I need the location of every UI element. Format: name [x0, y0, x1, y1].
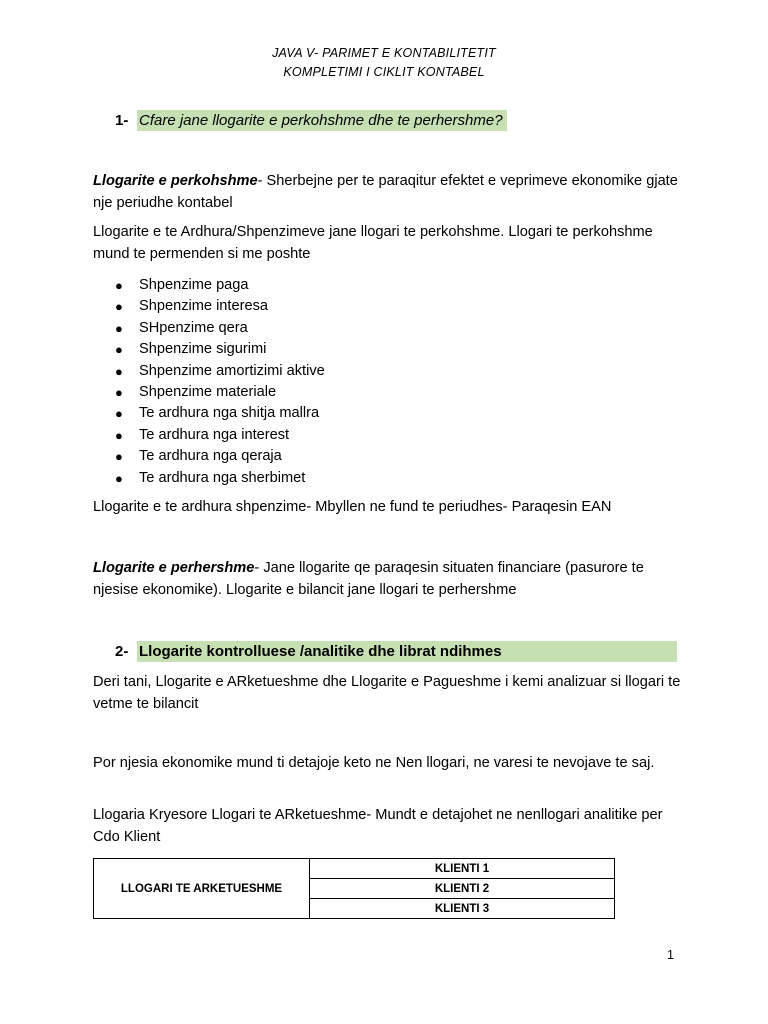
- bullet-icon: ●: [115, 363, 123, 379]
- bullet-icon: ●: [115, 406, 123, 422]
- list-item: ● Shpenzime sigurimi: [93, 339, 325, 360]
- bullet-icon: ●: [115, 278, 123, 293]
- header-line-2: KOMPLETIMI I CIKLIT KONTABEL: [283, 65, 485, 79]
- list-item: ● Te ardhura nga shitja mallra: [93, 403, 325, 424]
- bullet-icon: ●: [115, 427, 123, 443]
- list-item: ● Shpenzime paga: [93, 275, 325, 296]
- accounts-table: [93, 858, 615, 919]
- section-2-title: Llogarite kontrolluese /analitike dhe librat ndihmes: [137, 641, 677, 662]
- temporary-accounts-text: - Sherbejne per te paraqitur efektet e veprimeve ekonomike gjate nje periudhe kontabel: [93, 173, 678, 211]
- section-2-paragraph-2: Por njesia ekonomike mund ti detajoje keto ne Nen llogari, ne varesi te nevojave te saj.: [93, 755, 655, 771]
- bullet-icon: ●: [115, 449, 123, 465]
- temporary-accounts-intro: Llogarite e te Ardhura/Shpenzimeve jane llogari te perkohshme. Llogari te perkohshme mund te permenden si me poshte: [93, 224, 653, 262]
- section-2-number: 2-: [115, 643, 129, 660]
- sub-account-cell: KLIENTI 1: [310, 859, 615, 879]
- section-1-number: 1-: [115, 112, 129, 129]
- bullet-icon: ●: [115, 384, 123, 400]
- list-item: ● Shpenzime interesa: [93, 296, 325, 317]
- permanent-accounts-term: Llogarite e perhershme: [93, 560, 255, 576]
- page-number: 1: [667, 948, 674, 962]
- list-item: ● Te ardhura nga interest: [93, 425, 325, 446]
- list-item: ● Te ardhura nga qeraja: [93, 446, 325, 467]
- sub-account-cell: KLIENTI 3: [310, 899, 615, 919]
- permanent-accounts-definition: [93, 558, 683, 601]
- list-item: ● Te ardhura nga sherbimet: [93, 468, 325, 489]
- main-account-cell: LLOGARI TE ARKETUESHME: [94, 859, 310, 919]
- bullet-icon: ●: [115, 342, 123, 358]
- list-item: ● Shpenzime materiale: [93, 382, 325, 403]
- temporary-accounts-closing: Llogarite e te ardhura shpenzime- Mbyllen ne fund te periudhes- Paraqesin EAN: [93, 499, 612, 515]
- section-2-paragraph-3: Llogaria Kryesore Llogari te ARketueshme- Mundt e detajohet ne nenllogari analitike per Cdo Klient: [93, 807, 663, 845]
- temporary-accounts-definition: [93, 171, 683, 214]
- list-item: ● SHpenzime qera: [93, 318, 325, 339]
- bullet-icon: ●: [115, 320, 123, 336]
- temporary-accounts-term: Llogarite e perkohshme: [93, 173, 258, 189]
- temporary-accounts-list: [93, 275, 325, 489]
- header-line-1: JAVA V- PARIMET E KONTABILITETIT: [272, 46, 496, 60]
- section-1-title: Cfare jane llogarite e perkohshme dhe te perhershme?: [137, 110, 507, 131]
- permanent-accounts-text: - Jane llogarite qe paraqesin situaten financiare (pasurore te njesise ekonomike). Llogarite e bilancit jane llogari te perhershme: [93, 560, 644, 598]
- bullet-icon: ●: [115, 470, 123, 486]
- bullet-icon: ●: [115, 299, 123, 315]
- section-2-paragraph-1: Deri tani, Llogarite e ARketueshme dhe Llogarite e Pagueshme i kemi analizuar si llogari te vetme te bilancit: [93, 674, 681, 712]
- document-header: [0, 44, 768, 82]
- table-row: [94, 859, 615, 879]
- list-item: ● Shpenzime amortizimi aktive: [93, 361, 325, 382]
- sub-account-cell: KLIENTI 2: [310, 879, 615, 899]
